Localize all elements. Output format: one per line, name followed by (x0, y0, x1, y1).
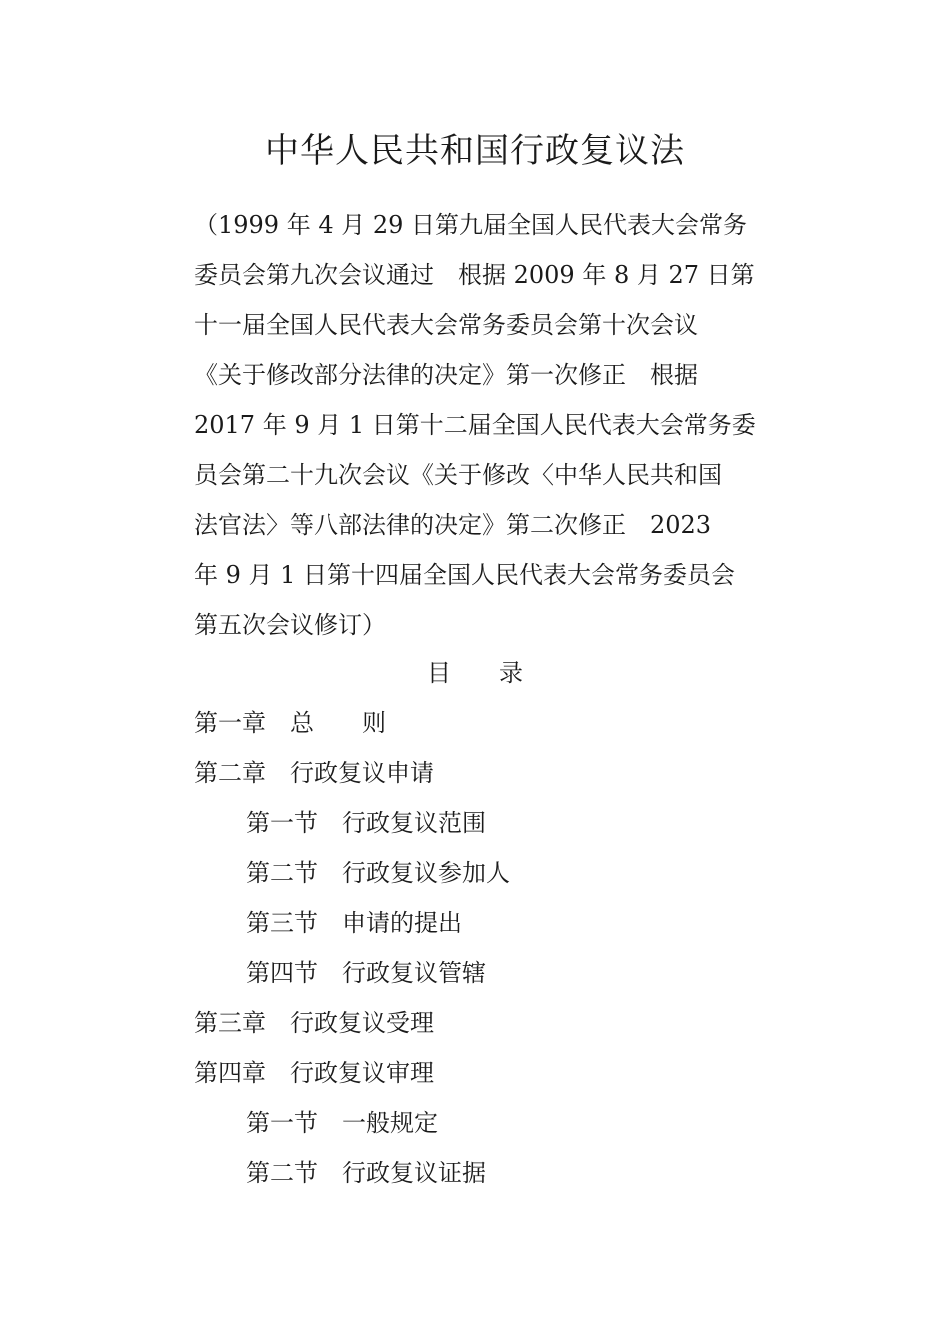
preamble-line: 委员会第九次会议通过 根据 2009 年 8 月 27 日第 (194, 261, 755, 289)
preamble-line: 法官法〉等八部法律的决定》第二次修正 2023 (194, 511, 712, 539)
toc-chapter-item: 第四章 行政复议审理 (194, 1059, 434, 1087)
toc-section-item: 第一节 行政复议范围 (246, 809, 486, 837)
preamble-line: （1999 年 4 月 29 日第九届全国人民代表大会常务 (194, 211, 748, 239)
document-title: 中华人民共和国行政复议法 (265, 131, 685, 171)
toc-chapter-item: 第三章 行政复议受理 (194, 1009, 434, 1037)
legislative-history-note (194, 200, 764, 650)
preamble-line: 《关于修改部分法律的决定》第一次修正 根据 (194, 361, 698, 389)
table-of-contents (194, 698, 764, 1198)
preamble-line: 2017 年 9 月 1 日第十二届全国人民代表大会常务委 (194, 411, 756, 439)
preamble-line: 员会第二十九次会议《关于修改〈中华人民共和国 (194, 461, 722, 489)
toc-section-item: 第三节 申请的提出 (246, 909, 462, 937)
toc-section-item: 第四节 行政复议管辖 (246, 959, 486, 987)
preamble-line: 第五次会议修订） (194, 611, 386, 639)
toc-section-item: 第一节 一般规定 (246, 1109, 438, 1137)
toc-chapter-item: 第二章 行政复议申请 (194, 759, 434, 787)
toc-section-item: 第二节 行政复议证据 (246, 1159, 486, 1187)
preamble-line: 年 9 月 1 日第十四届全国人民代表大会常务委员会 (194, 561, 736, 589)
toc-section-item: 第二节 行政复议参加人 (246, 859, 510, 887)
preamble-line: 十一届全国人民代表大会常务委员会第十次会议 (194, 311, 698, 339)
toc-chapter-item: 第一章 总 则 (194, 709, 386, 737)
toc-heading: 目 录 (427, 659, 523, 687)
